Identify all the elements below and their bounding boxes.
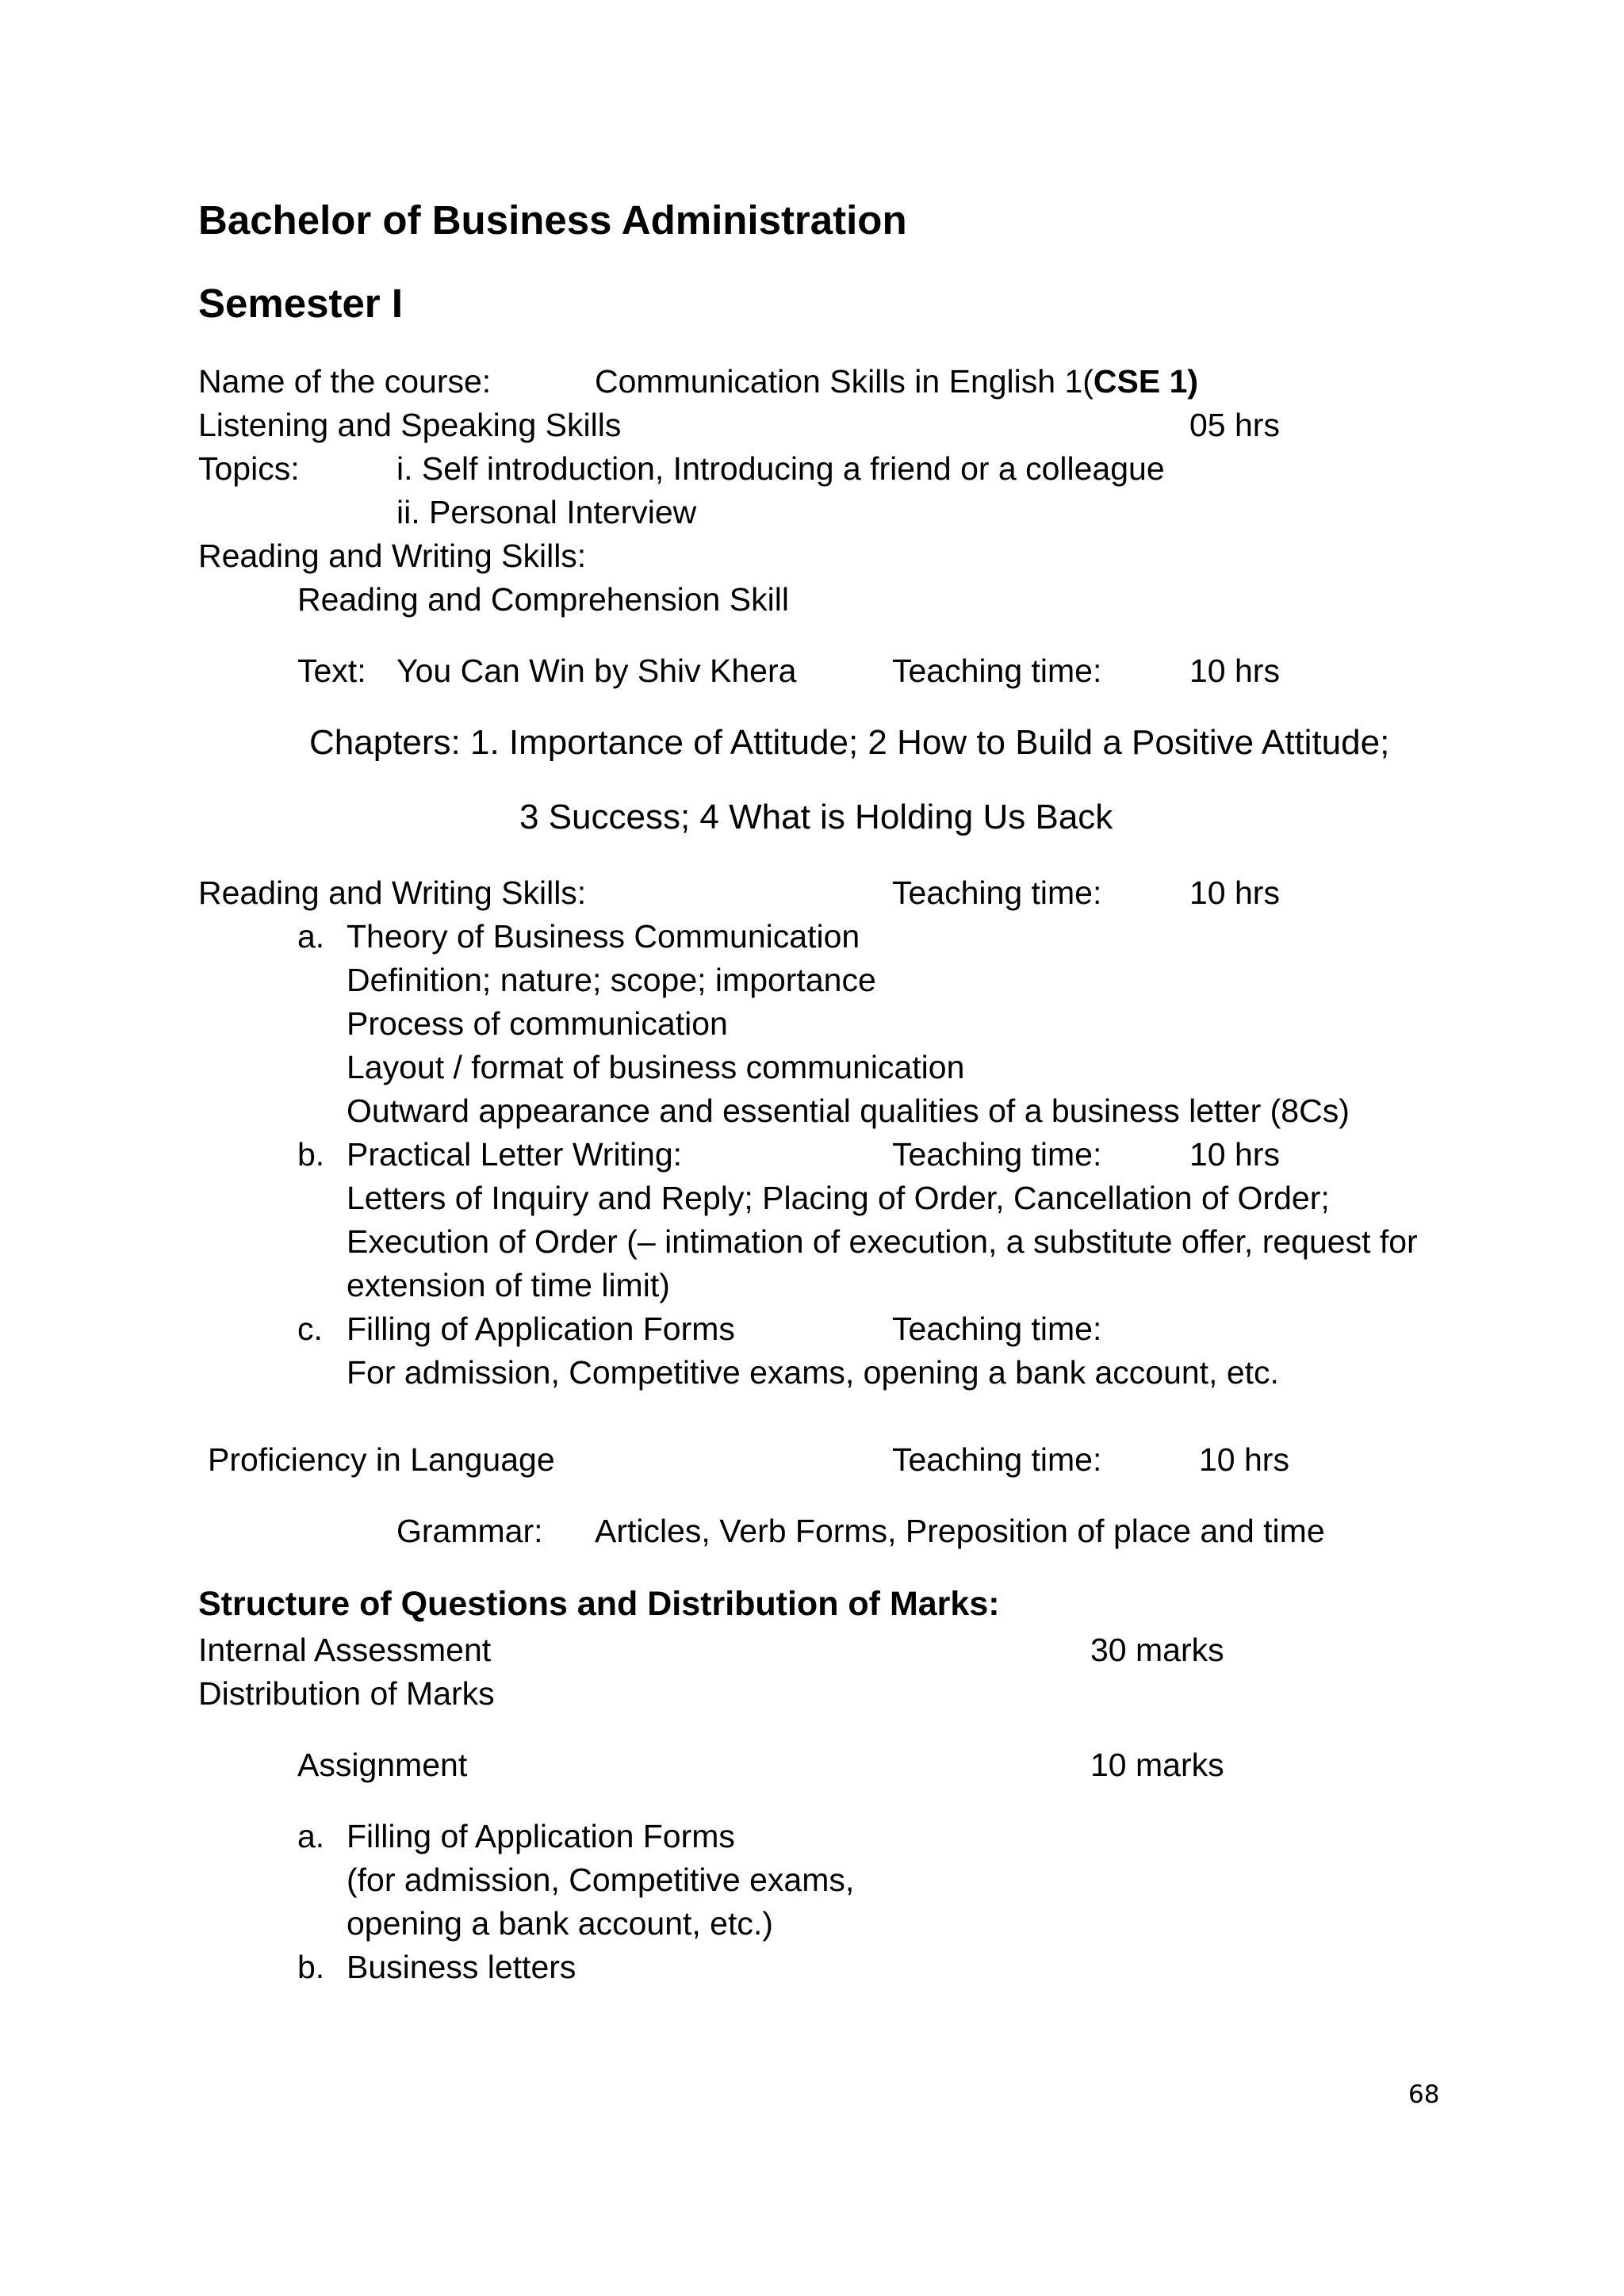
teaching-time-label: Teaching time: bbox=[892, 652, 1102, 689]
topic-item-2: ii. Personal Interview bbox=[396, 494, 697, 530]
list-item: Definition; nature; scope; importance bbox=[347, 962, 876, 998]
page-number: 68 bbox=[1408, 2080, 1440, 2109]
semester-heading: Semester I bbox=[198, 281, 403, 326]
teaching-time-label: Teaching time: bbox=[892, 1311, 1102, 1347]
list-item: Business letters bbox=[347, 1949, 576, 1985]
reading-comprehension-subheading: Reading and Comprehension Skill bbox=[297, 581, 789, 618]
teaching-time-hours: 10 hrs bbox=[1189, 652, 1280, 689]
grammar-value: Articles, Verb Forms, Preposition of place and time bbox=[595, 1513, 1325, 1549]
reading-writing-heading-2: Reading and Writing Skills: bbox=[198, 874, 587, 911]
topics-label: Topics: bbox=[198, 450, 300, 487]
list-item: For admission, Competitive exams, opening a bank account, etc. bbox=[347, 1354, 1279, 1391]
teaching-time-label: Teaching time: bbox=[892, 874, 1102, 911]
list-marker-c: c. bbox=[297, 1311, 323, 1347]
teaching-time-hours: 10 hrs bbox=[1189, 874, 1280, 911]
list-item: Execution of Order (– intimation of execution, a substitute offer, request for bbox=[347, 1223, 1418, 1260]
assignment-label: Assignment bbox=[297, 1747, 468, 1783]
practical-letter-writing-title: Practical Letter Writing: bbox=[347, 1136, 683, 1173]
distribution-of-marks-label: Distribution of Marks bbox=[198, 1675, 495, 1712]
chapters-line-2: 3 Success; 4 What is Holding Us Back bbox=[519, 798, 1113, 836]
chapters-line-1: Chapters: 1. Importance of Attitude; 2 How to Build a Positive Attitude; bbox=[309, 723, 1390, 762]
teaching-time-label: Teaching time: bbox=[892, 1136, 1102, 1173]
list-item: extension of time limit) bbox=[347, 1267, 670, 1303]
theory-business-communication-title: Theory of Business Communication bbox=[347, 918, 860, 955]
internal-assessment-label: Internal Assessment bbox=[198, 1632, 492, 1668]
proficiency-heading: Proficiency in Language bbox=[208, 1441, 555, 1478]
internal-assessment-marks: 30 marks bbox=[1090, 1632, 1224, 1668]
teaching-time-hours: 10 hrs bbox=[1199, 1441, 1289, 1478]
structure-heading: Structure of Questions and Distribution of Marks: bbox=[198, 1585, 1000, 1623]
page-title: Bachelor of Business Administration bbox=[198, 197, 907, 243]
filling-application-forms-title: Filling of Application Forms bbox=[347, 1311, 735, 1347]
topic-item-1: i. Self introduction, Introducing a friend or a colleague bbox=[396, 450, 1165, 487]
list-item: Letters of Inquiry and Reply; Placing of Order, Cancellation of Order; bbox=[347, 1180, 1330, 1216]
list-item: Layout / format of business communication bbox=[347, 1049, 965, 1085]
teaching-time-hours: 10 hrs bbox=[1189, 1136, 1280, 1173]
listening-heading: Listening and Speaking Skills bbox=[198, 407, 622, 443]
list-item: Outward appearance and essential qualities of a business letter (8Cs) bbox=[347, 1093, 1350, 1129]
teaching-time-label: Teaching time: bbox=[892, 1441, 1102, 1478]
list-item: (for admission, Competitive exams, bbox=[347, 1862, 855, 1898]
list-marker-a: a. bbox=[297, 1818, 325, 1854]
text-value: You Can Win by Shiv Khera bbox=[396, 652, 797, 689]
course-name-label: Name of the course: bbox=[198, 363, 492, 400]
list-marker-b: b. bbox=[297, 1136, 325, 1173]
list-marker-a: a. bbox=[297, 918, 325, 955]
course-name-text: Communication Skills in English 1( bbox=[595, 363, 1094, 400]
list-marker-b: b. bbox=[297, 1949, 325, 1985]
text-label: Text: bbox=[297, 652, 366, 689]
list-item: Filling of Application Forms bbox=[347, 1818, 735, 1854]
list-item: opening a bank account, etc.) bbox=[347, 1905, 773, 1942]
course-name-value bbox=[595, 365, 1198, 398]
listening-hours: 05 hrs bbox=[1189, 407, 1280, 443]
assignment-marks: 10 marks bbox=[1090, 1747, 1224, 1783]
list-item: Process of communication bbox=[347, 1005, 728, 1042]
grammar-label: Grammar: bbox=[396, 1513, 543, 1549]
reading-writing-heading-1: Reading and Writing Skills: bbox=[198, 538, 587, 574]
course-code: CSE 1) bbox=[1093, 363, 1199, 400]
